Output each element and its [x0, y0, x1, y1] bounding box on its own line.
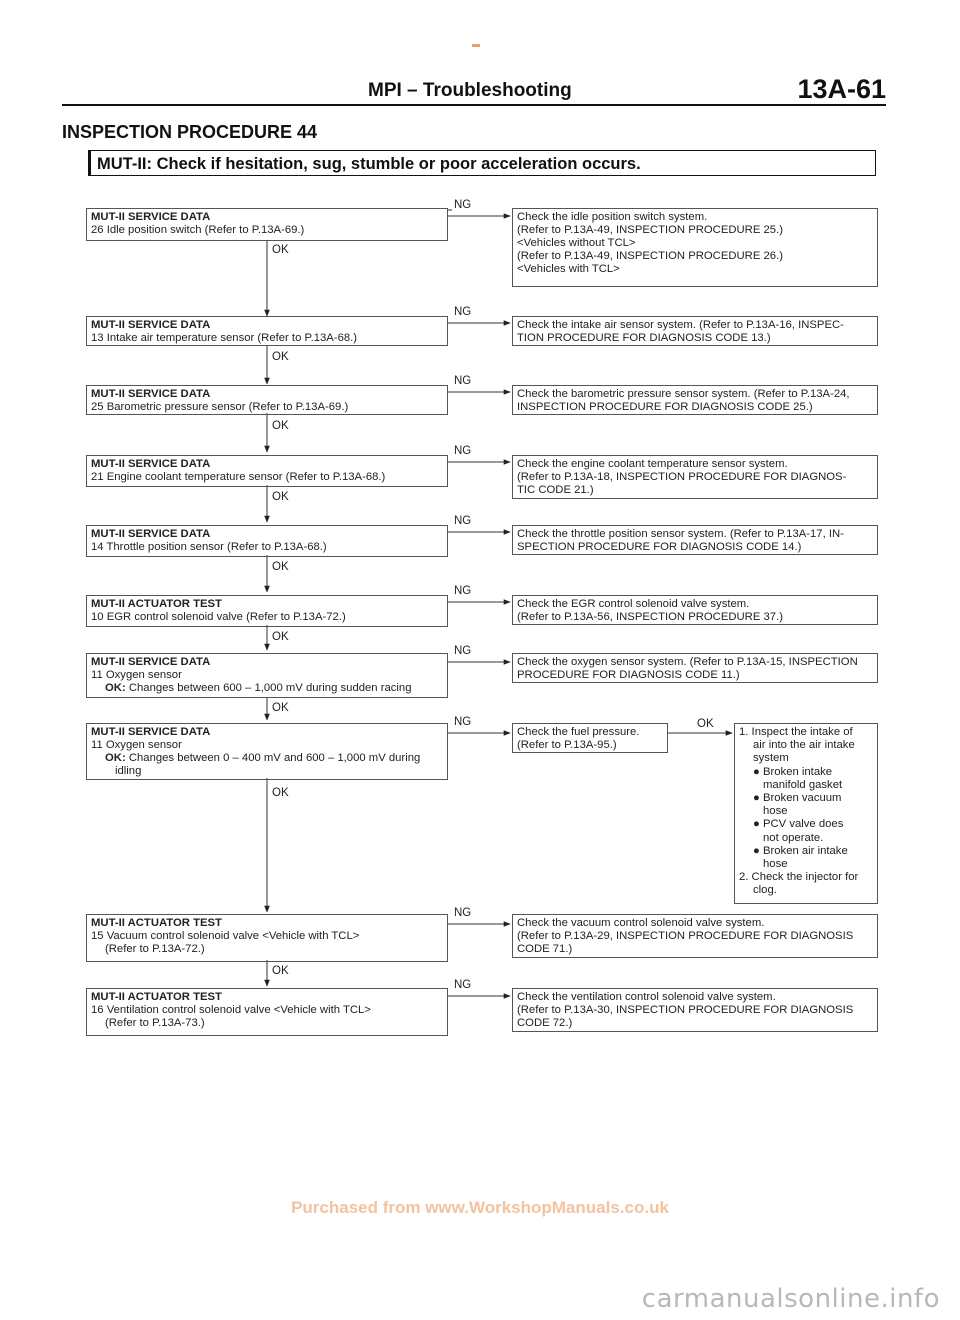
ok-line: Changes between 0 – 400 mV and 600 – 1,000 mV during — [128, 752, 421, 764]
inspection-item: ● Broken vacuum — [753, 792, 842, 805]
ng-line: SPECTION PROCEDURE FOR DIAGNOSIS CODE 14.) — [517, 541, 802, 553]
procedure-title: INSPECTION PROCEDURE 44 — [62, 122, 318, 142]
check-statement: MUT-II: Check if hesitation, sug, stumble or poor acceleration occurs. — [88, 150, 876, 176]
ng-label: NG — [454, 445, 472, 457]
ng-label: NG — [454, 199, 472, 211]
ng-box-throttle-position — [512, 525, 878, 555]
inspection-item: manifold gasket — [763, 778, 843, 791]
inspection-item: 2. Check the injector for — [739, 871, 859, 884]
ng-line: Check the EGR control solenoid valve system. — [517, 598, 750, 610]
step-heading: MUT-II SERVICE DATA — [91, 319, 211, 331]
ok-line: Changes between 600 – 1,000 mV during sudden racing — [128, 682, 412, 694]
step-line: 21 Engine coolant temperature sensor (Refer to P.13A-68.) — [91, 471, 386, 483]
ng-line: (Refer to P.13A-49, INSPECTION PROCEDURE 25.) — [517, 224, 783, 236]
ng-label: NG — [454, 375, 472, 387]
step-box-coolant-temp — [86, 455, 448, 487]
watermark: Purchased from www.WorkshopManuals.co.uk — [291, 1198, 669, 1217]
ok-label: OK — [272, 351, 289, 363]
ng-box-ventilation-solenoid — [512, 988, 878, 1032]
step-box-intake-air-temp — [86, 316, 448, 346]
ng-box-vacuum-solenoid — [512, 914, 878, 958]
page-number: 13A-61 — [797, 74, 886, 104]
inspection-item: not operate. — [763, 831, 824, 844]
step-heading: MUT-II SERVICE DATA — [91, 211, 211, 223]
step-line: 10 EGR control solenoid valve (Refer to P.13A-72.) — [91, 611, 346, 623]
ok-label: OK — [697, 718, 714, 730]
ng-line: TIC CODE 21.) — [517, 484, 594, 496]
step-box-ventilation-solenoid — [86, 988, 448, 1036]
ng-line: TION PROCEDURE FOR DIAGNOSIS CODE 13.) — [517, 332, 771, 344]
ok-key: OK: — [105, 682, 126, 694]
step-box-throttle-position — [86, 525, 448, 557]
inspection-item: ● Broken air intake — [753, 844, 848, 857]
ok-key: OK: — [105, 752, 126, 764]
ng-box-oxygen-sensor — [512, 653, 878, 683]
step-heading: MUT-II SERVICE DATA — [91, 458, 211, 470]
fuel-ok-inspection-box — [734, 723, 878, 904]
ok-label: OK — [272, 702, 289, 714]
ng-line: <Vehicles with TCL> — [517, 263, 620, 275]
ng-line: Check the ventilation control solenoid valve system. — [517, 991, 776, 1003]
step-box-egr-solenoid — [86, 595, 448, 627]
footer-site-mark: carmanualsonline.info — [641, 1284, 940, 1314]
step-line: 25 Barometric pressure sensor (Refer to P.13A-69.) — [91, 401, 349, 413]
step-box-barometric — [86, 385, 448, 415]
ng-line: Check the idle position switch system. — [517, 211, 708, 223]
ng-line: CODE 71.) — [517, 943, 573, 955]
inspection-item: hose — [763, 805, 788, 818]
step-box-idle-position-switch — [86, 208, 448, 241]
ok-criteria — [91, 752, 443, 765]
ng-line: Check the barometric pressure sensor system. (Refer to P.13A-24, — [517, 388, 850, 400]
inspection-item: system — [753, 752, 789, 765]
ok-label: OK — [272, 420, 289, 432]
page-section-title: MPI – Troubleshooting — [368, 80, 572, 101]
ng-label: NG — [454, 716, 472, 728]
ng-label: NG — [454, 515, 472, 527]
step-heading: MUT-II SERVICE DATA — [91, 528, 211, 540]
ng-box-intake-air-temp — [512, 316, 878, 346]
ok-label: OK — [272, 965, 289, 977]
ng-line: (Refer to P.13A-95.) — [517, 739, 617, 751]
ng-box-barometric — [512, 385, 878, 415]
step-line: (Refer to P.13A-73.) — [105, 1017, 205, 1029]
ng-box-coolant-temp — [512, 455, 878, 499]
ng-label: NG — [454, 979, 472, 991]
ng-label: NG — [454, 306, 472, 318]
step-box-oxygen-sensor-racing — [86, 653, 448, 698]
ng-line: (Refer to P.13A-30, INSPECTION PROCEDURE FOR DIAGNOSIS — [517, 1004, 854, 1016]
ok-label: OK — [272, 244, 289, 256]
ng-box-egr-solenoid — [512, 595, 878, 625]
inspection-item: ● Broken intake — [753, 765, 833, 778]
ng-line: Check the intake air sensor system. (Refer to P.13A-16, INSPEC- — [517, 319, 844, 331]
ng-line: CODE 72.) — [517, 1017, 573, 1029]
step-box-vacuum-solenoid — [86, 914, 448, 962]
inspection-item: clog. — [753, 884, 777, 897]
inspection-item: hose — [763, 858, 788, 871]
ok-label: OK — [272, 631, 289, 643]
ng-box-idle-position-switch — [512, 208, 878, 287]
ng-line: Check the engine coolant temperature sensor system. — [517, 458, 788, 470]
step-heading: MUT-II ACTUATOR TEST — [91, 991, 222, 1003]
ng-line: PROCEDURE FOR DIAGNOSIS CODE 11.) — [517, 669, 740, 681]
ng-line: (Refer to P.13A-56, INSPECTION PROCEDURE 37.) — [517, 611, 783, 623]
step-heading: MUT-II SERVICE DATA — [91, 388, 211, 400]
ng-label: NG — [454, 585, 472, 597]
step-box-oxygen-sensor-idling — [86, 723, 448, 780]
step-line: 16 Ventilation control solenoid valve <Vehicle with TCL> — [91, 1004, 371, 1016]
step-heading: MUT-II ACTUATOR TEST — [91, 598, 222, 610]
ng-line: (Refer to P.13A-29, INSPECTION PROCEDURE FOR DIAGNOSIS — [517, 930, 854, 942]
ng-line: Check the fuel pressure. — [517, 726, 640, 738]
step-heading: MUT-II SERVICE DATA — [91, 656, 211, 668]
ng-label: NG — [454, 645, 472, 657]
step-heading: MUT-II SERVICE DATA — [91, 726, 211, 738]
ng-line: (Refer to P.13A-49, INSPECTION PROCEDURE 26.) — [517, 250, 783, 262]
step-line: 26 Idle position switch (Refer to P.13A-69.) — [91, 224, 305, 236]
inspection-item: ● PCV valve does — [753, 818, 844, 831]
step-line: 11 Oxygen sensor — [91, 739, 182, 751]
ng-line: Check the vacuum control solenoid valve system. — [517, 917, 765, 929]
ng-line: Check the throttle position sensor system. (Refer to P.13A-17, IN- — [517, 528, 844, 540]
inspection-item: air into the air intake — [753, 739, 855, 752]
inspection-item: 1. Inspect the intake of — [739, 726, 853, 738]
ng-line: <Vehicles without TCL> — [517, 237, 636, 249]
ok-label: OK — [272, 561, 289, 573]
step-heading: MUT-II ACTUATOR TEST — [91, 917, 222, 929]
step-line: (Refer to P.13A-72.) — [105, 943, 205, 955]
ng-line: Check the oxygen sensor system. (Refer to P.13A-15, INSPECTION — [517, 656, 858, 668]
ok-label: OK — [272, 491, 289, 503]
step-line: 13 Intake air temperature sensor (Refer to P.13A-68.) — [91, 332, 358, 344]
step-line: 15 Vacuum control solenoid valve <Vehicle with TCL> — [91, 930, 360, 942]
ng-label: NG — [454, 907, 472, 919]
step-line: 11 Oxygen sensor — [91, 669, 182, 681]
ng-line: INSPECTION PROCEDURE FOR DIAGNOSIS CODE 25.) — [517, 401, 813, 413]
step-line: 14 Throttle position sensor (Refer to P.13A-68.) — [91, 541, 327, 553]
ok-line: idling — [115, 765, 142, 777]
ok-criteria — [91, 682, 443, 695]
ng-box-fuel-pressure — [512, 723, 668, 753]
ng-line: (Refer to P.13A-18, INSPECTION PROCEDURE FOR DIAGNOS- — [517, 471, 847, 483]
ok-label: OK — [272, 787, 289, 799]
